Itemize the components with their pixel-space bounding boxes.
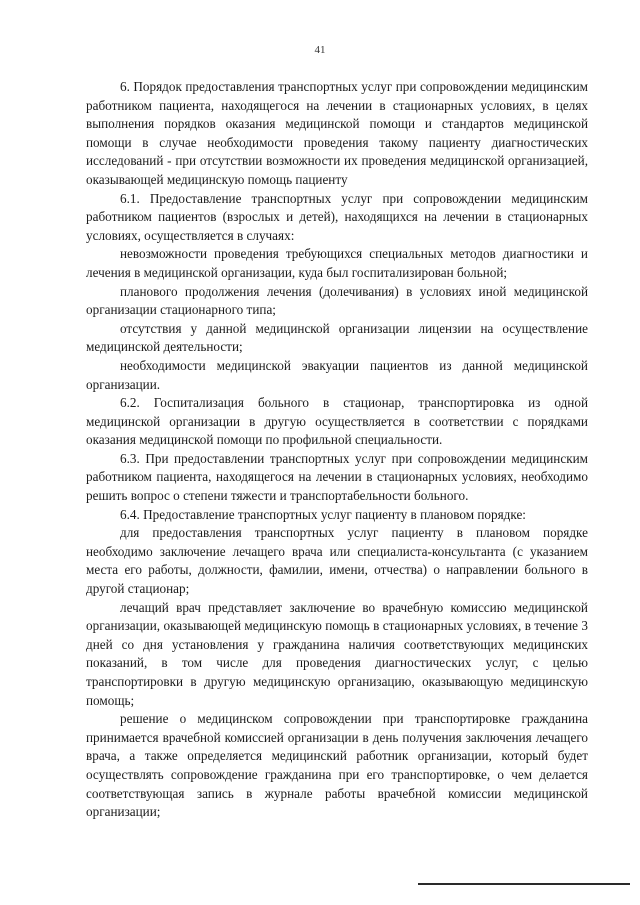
clause-6-4-item-2: лечащий врач представляет заключение во врачебную комиссию медицинской организации, оказывающей медицинскую помощь в стационарных условиях, в течение 3 дней со дня установления у гражданина наличия соответствующих медицинских показаний, в том числе для проведения диагностических услуг, с целью транспортировки в другую медицинскую организацию, оказывающую медицинскую помощь; bbox=[86, 599, 588, 708]
footer-rule bbox=[418, 883, 630, 885]
clause-6-1-case-4: необходимости медицинской эвакуации пациентов из данной медицинской организации. bbox=[86, 357, 588, 392]
document-body bbox=[86, 78, 588, 822]
clause-6-1: 6.1. Предоставление транспортных услуг при сопровождении медицинским работником пациентов (взрослых и детей), находящихся на лечении в стационарных условиях, осуществляется в случаях: bbox=[86, 190, 588, 243]
clause-6-2: 6.2. Госпитализация больного в стационар, транспортировка из одной медицинской организации в другую осуществляется в соответствии с порядками оказания медицинской помощи по профильной специальности. bbox=[86, 395, 588, 448]
clause-6-1-case-3: отсутствия у данной медицинской организации лицензии на осуществление медицинской деятельности; bbox=[86, 320, 588, 355]
section-6-heading: 6. Порядок предоставления транспортных услуг при сопровождении медицинским работником пациента, находящегося на лечении в стационарных условиях, в целях выполнения порядков оказания медицинской помощи и стандартов медицинской помощи в случае необходимости проведения такому пациенту диагностических исследований - при отсутствии возможности их проведения медицинской организацией, оказывающей медицинскую помощь пациенту bbox=[86, 79, 588, 187]
clause-6-4-item-3: решение о медицинском сопровождении при транспортировке гражданина принимается врачебной комиссией организации в день получения заключения лечащего врача, а также определяется медицинский работник организации, который будет осуществлять сопровождение гражданина при его транспортировке, о чем делается соответствующая запись в журнале работы врачебной комиссии медицинской организации; bbox=[86, 711, 588, 820]
page-number: 41 bbox=[314, 44, 326, 56]
clause-6-3: 6.3. При предоставлении транспортных услуг при сопровождении медицинским работником пациента, находящегося на лечении в стационарных условиях, необходимо решить вопрос о степени тяжести и транспортабельности больного. bbox=[86, 450, 588, 504]
clause-6-1-case-2: планового продолжения лечения (долечивания) в условиях иной медицинской организации стационарного типа; bbox=[86, 283, 588, 318]
clause-6-1-case-1: невозможности проведения требующихся специальных методов диагностики и лечения в медицинской организации, куда был госпитализирован больной; bbox=[86, 246, 588, 280]
clause-6-4: 6.4. Предоставление транспортных услуг пациенту в плановом порядке: bbox=[120, 506, 526, 522]
clause-6-4-item-1: для предоставления транспортных услуг пациенту в плановом порядке необходимо заключение лечащего врача или специалиста-консультанта (с указанием места его работы, должности, фамилии, имени, отчества) о направлении больного в другой стационар; bbox=[86, 525, 588, 597]
